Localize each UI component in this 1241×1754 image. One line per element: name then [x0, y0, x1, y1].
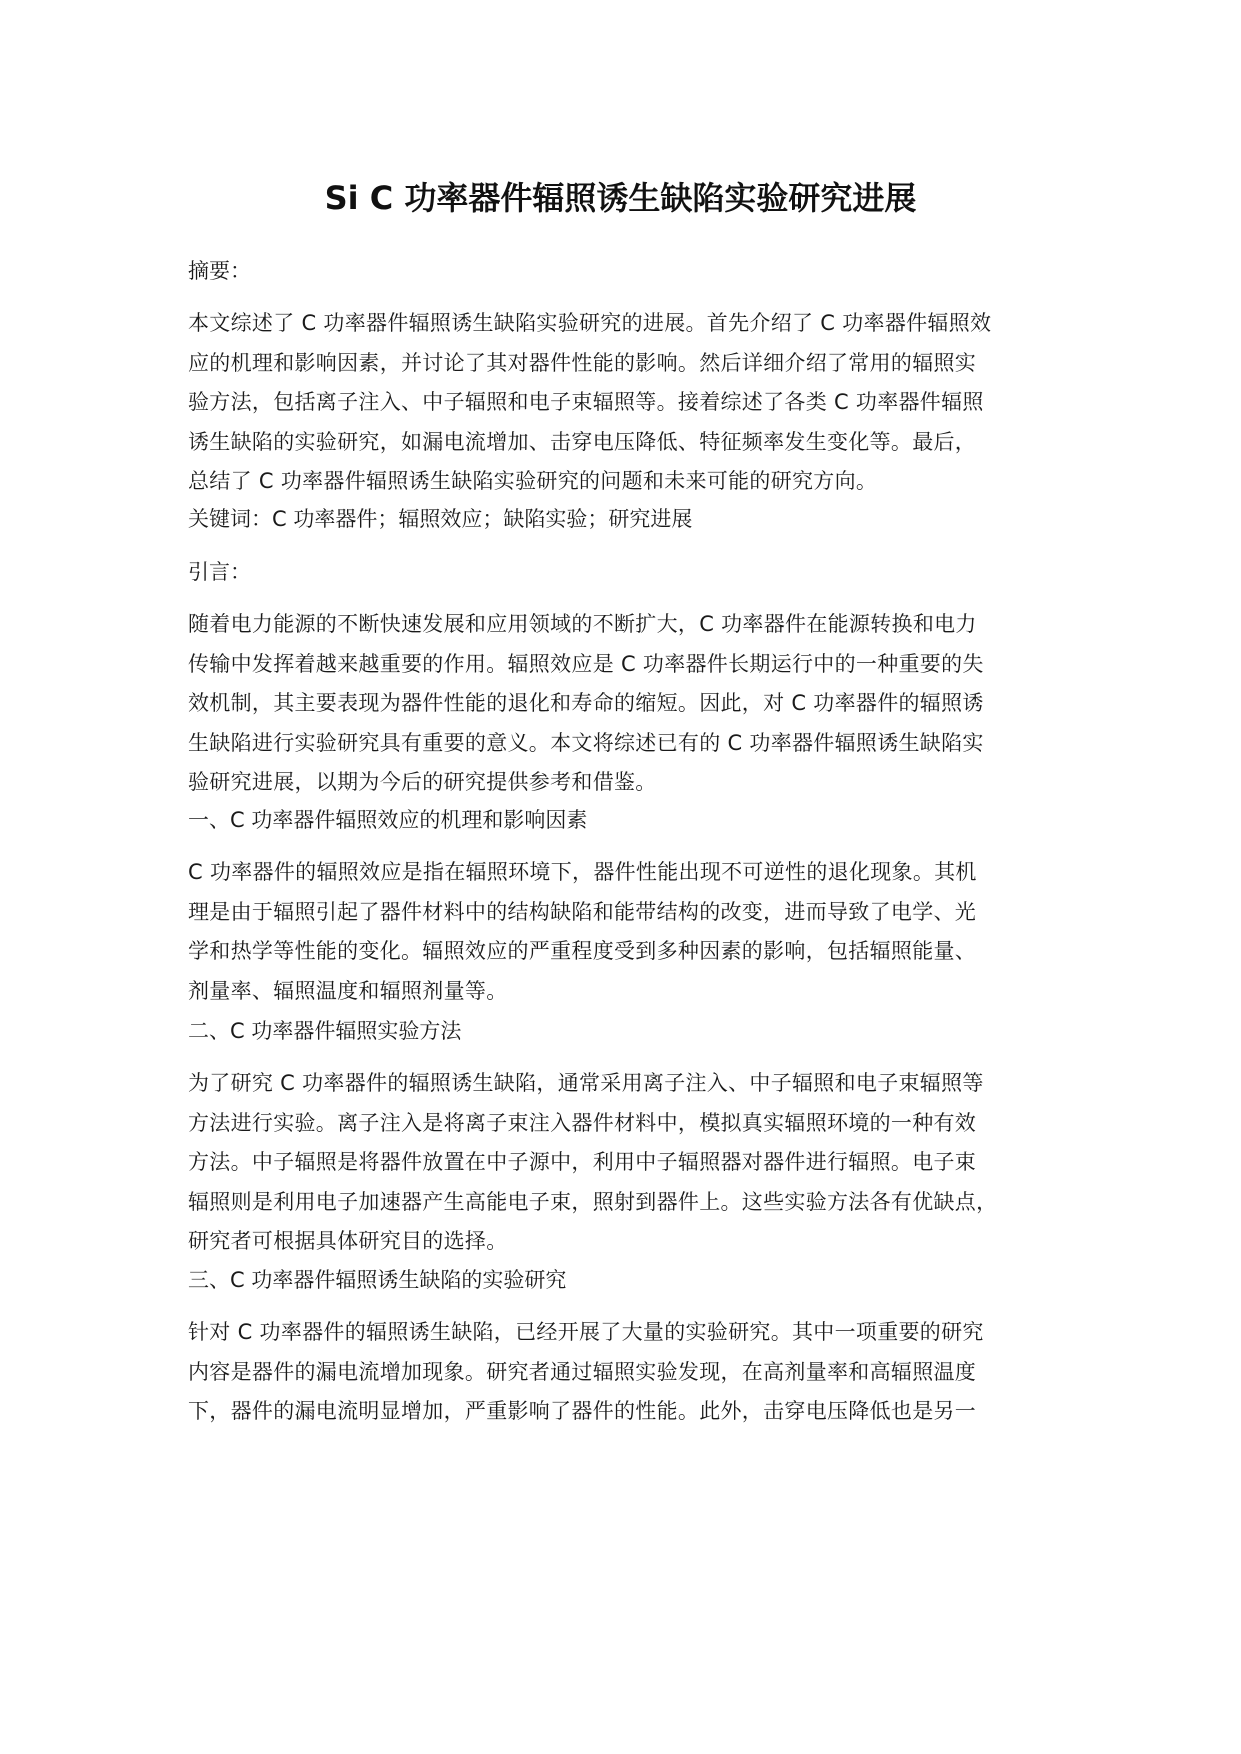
document-title: Si C 功率器件辐照诱生缺陷实验研究进展 — [324, 179, 917, 217]
intro-line: 随着电力能源的不断快速发展和应用领域的不断扩大，C 功率器件在能源转换和电力 — [188, 612, 977, 636]
abstract-line: 本文综述了 C 功率器件辐照诱生缺陷实验研究的进展。首先介绍了 C 功率器件辐照效 — [188, 311, 992, 335]
section2-heading: 二、C 功率器件辐照实验方法 — [188, 1019, 462, 1043]
section3-paragraph — [188, 1313, 1078, 1432]
section2-paragraph — [188, 1064, 1078, 1262]
intro-heading: 引言： — [188, 560, 251, 584]
section2-line: 为了研究 C 功率器件的辐照诱生缺陷，通常采用离子注入、中子辐照和电子束辐照等 — [188, 1071, 984, 1095]
section2-line: 方法。中子辐照是将器件放置在中子源中，利用中子辐照器对器件进行辐照。电子束 — [188, 1150, 977, 1174]
section1-line: 剂量率、辐照温度和辐照剂量等。 — [188, 978, 508, 1003]
abstract-heading: 摘要： — [188, 259, 251, 283]
abstract-paragraph — [188, 304, 1078, 502]
keywords-line: 关键词：C 功率器件；辐照效应；缺陷实验；研究进展 — [188, 507, 693, 531]
section3-line: 下，器件的漏电流明显增加，严重影响了器件的性能。此外，击穿电压降低也是另一 — [188, 1399, 977, 1423]
section2-line: 研究者可根据具体研究目的选择。 — [188, 1229, 508, 1253]
section2-line: 方法进行实验。离子注入是将离子束注入器件材料中，模拟真实辐照环境的一种有效 — [188, 1110, 977, 1135]
abstract-line: 总结了 C 功率器件辐照诱生缺陷实验研究的问题和未来可能的研究方向。 — [188, 469, 878, 493]
section1-line: 学和热学等性能的变化。辐照效应的严重程度受到多种因素的影响，包括辐照能量、 — [188, 939, 977, 963]
intro-line: 验研究进展，以期为今后的研究提供参考和借鉴。 — [188, 770, 657, 794]
intro-paragraph — [188, 605, 1078, 803]
abstract-line: 诱生缺陷的实验研究，如漏电流增加、击穿电压降低、特征频率发生变化等。最后， — [188, 429, 977, 454]
section2-line: 辐照则是利用电子加速器产生高能电子束，照射到器件上。这些实验方法各有优缺点， — [188, 1189, 998, 1214]
section3-line: 内容是器件的漏电流增加现象。研究者通过辐照实验发现，在高剂量率和高辐照温度 — [188, 1359, 977, 1384]
intro-line: 生缺陷进行实验研究具有重要的意义。本文将综述已有的 C 功率器件辐照诱生缺陷实 — [188, 730, 984, 755]
section1-line: C 功率器件的辐照效应是指在辐照环境下，器件性能出现不可逆性的退化现象。其机 — [188, 860, 977, 884]
abstract-line: 验方法，包括离子注入、中子辐照和电子束辐照等。接着综述了各类 C 功率器件辐照 — [188, 390, 984, 414]
intro-line: 效机制，其主要表现为器件性能的退化和寿命的缩短。因此，对 C 功率器件的辐照诱 — [188, 691, 984, 715]
abstract-line: 应的机理和影响因素，并讨论了其对器件性能的影响。然后详细介绍了常用的辐照实 — [188, 350, 977, 375]
section1-line: 理是由于辐照引起了器件材料中的结构缺陷和能带结构的改变，进而导致了电学、光 — [188, 899, 977, 924]
section3-heading: 三、C 功率器件辐照诱生缺陷的实验研究 — [188, 1268, 567, 1292]
section1-heading: 一、C 功率器件辐照效应的机理和影响因素 — [188, 808, 588, 832]
intro-line: 传输中发挥着越来越重要的作用。辐照效应是 C 功率器件长期运行中的一种重要的失 — [188, 651, 984, 676]
section3-line: 针对 C 功率器件的辐照诱生缺陷，已经开展了大量的实验研究。其中一项重要的研究 — [188, 1320, 984, 1344]
section1-paragraph — [188, 853, 1078, 1011]
